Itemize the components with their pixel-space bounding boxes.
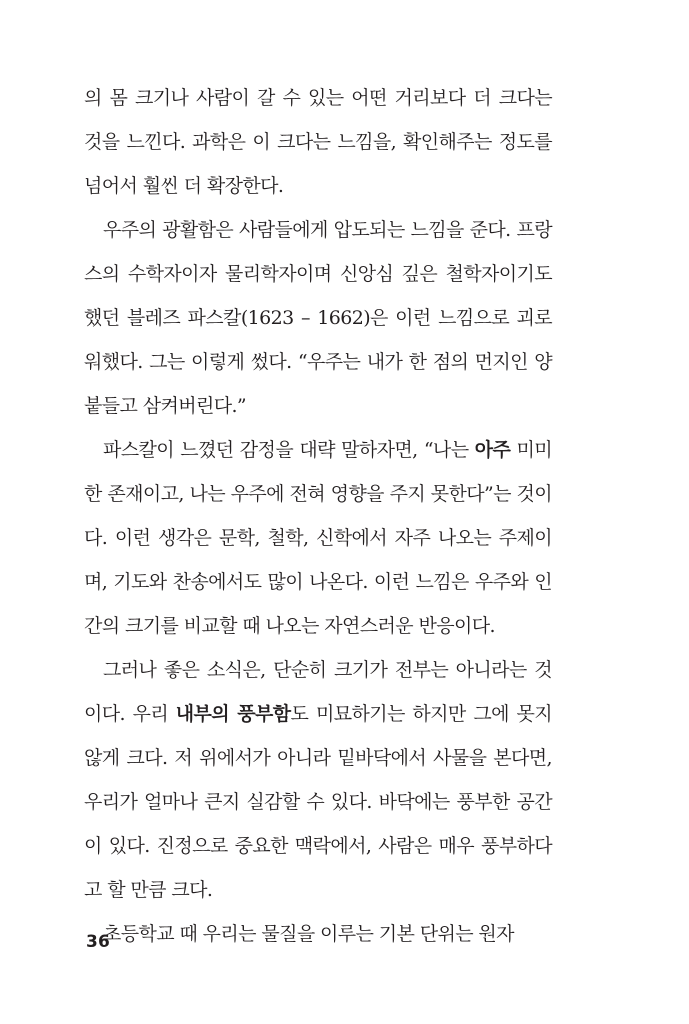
paragraph-1: [84, 76, 552, 208]
text-run: 우주의 광활함은 사람들에게 압도되는 느낌을 준다. 프랑스의 수학자이자 물리학자이며 신앙심 깊은 철학자이기도 했던 블레즈 파스칼(1623 – 1662)은 이런 느낌으로 괴로워했다. 그는 이렇게 썼다. “우주는 내가 한 점의 먼지인 양 붙들고 삼켜버린다.”: [84, 219, 552, 417]
body-text: [84, 76, 552, 956]
paragraph-5: [84, 912, 552, 956]
page-number: 36: [86, 932, 111, 952]
paragraph-2: [84, 208, 552, 428]
text-run: 그러나 좋은 소식은, 단순히 크기가 전부는 아니라는 것이다. 우리: [84, 659, 552, 725]
text-run: 의 몸 크기나 사람이 갈 수 있는 어떤 거리보다 더 크다는 것을 느낀다. 과학은 이 크다는 느낌을, 확인해주는 정도를 넘어서 훨씬 더 확장한다.: [84, 87, 552, 197]
text-run: 초등학교 때 우리는 물질을 이루는 기본 단위는 원자: [103, 923, 514, 945]
paragraph-3: [84, 428, 552, 648]
text-run: 도 미묘하기는 하지만 그에 못지않게 크다. 저 위에서가 아니라 밑바닥에서 사물을 본다면, 우리가 얼마나 큰지 실감할 수 있다. 바닥에는 풍부한 공간이 있다. 진정으로 중요한 맥락에서, 사람은 매우 풍부하다고 할 만큼 크다.: [84, 703, 552, 901]
text-run: 미미한 존재이고, 나는 우주에 전혀 영향을 주지 못한다”는 것이다. 이런 생각은 문학, 철학, 신학에서 자주 나오는 주제이며, 기도와 찬송에서도 많이 나온다. 이런 느낌은 우주와 인간의 크기를 비교할 때 나오는 자연스러운 반응이다.: [84, 439, 553, 637]
text-run: 파스칼이 느꼈던 감정을 대략 말하자면, “나는: [103, 439, 475, 461]
bold-text-run: 아주: [474, 439, 511, 461]
bold-text-run: 내부의 풍부함: [175, 703, 291, 725]
paragraph-4: [84, 648, 552, 912]
